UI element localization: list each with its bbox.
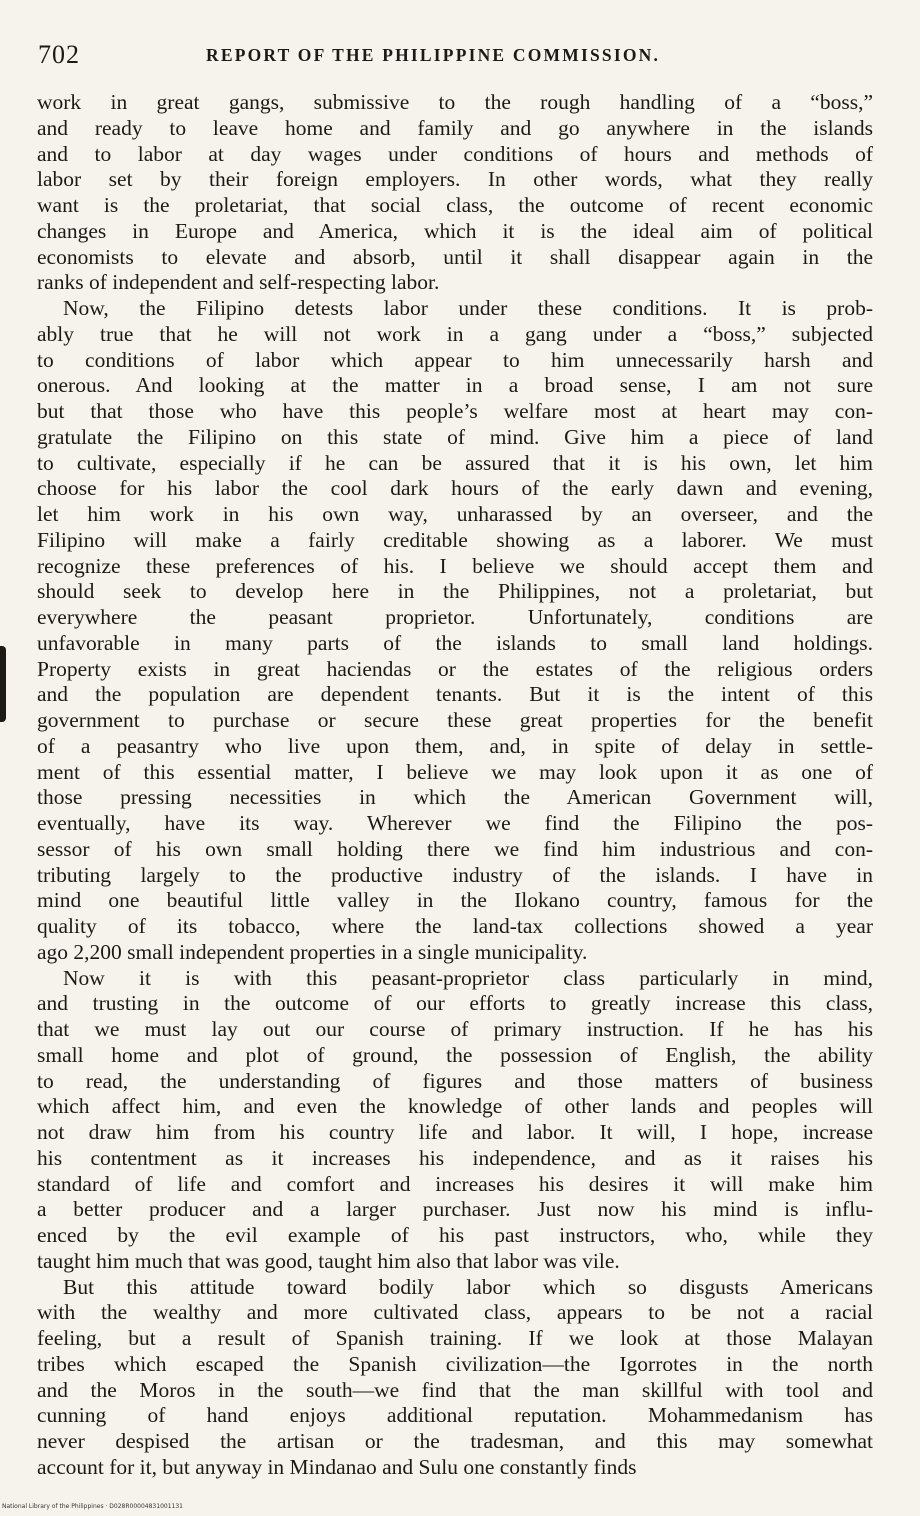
text-line: and ready to leave home and family and go anywhere in the islands xyxy=(37,115,873,140)
paragraph xyxy=(37,1275,873,1481)
text-line: economists to elevate and absorb, until it shall disappear again in the xyxy=(37,244,873,269)
text-line: a better producer and a larger purchaser. Just now his mind is influ- xyxy=(37,1197,873,1222)
text-line: small home and plot of ground, the possession of English, the ability xyxy=(37,1042,873,1067)
text-line: labor set by their foreign employers. In other words, what they really xyxy=(37,167,873,192)
text-line: and to labor at day wages under conditions of hours and methods of xyxy=(37,141,873,166)
text-line: ago 2,200 small independent properties in a single municipality. xyxy=(37,939,588,964)
text-line: let him work in his own way, unharassed by an overseer, and the xyxy=(37,502,873,526)
text-line: those pressing necessities in which the American Government will, xyxy=(37,785,873,810)
text-line: tributing largely to the productive industry of the islands. I have in xyxy=(37,862,873,887)
text-line: Filipino will make a fairly creditable showing as a laborer. We must xyxy=(37,527,873,552)
text-line: taught him much that was good, taught him also that labor was vile. xyxy=(37,1248,620,1273)
text-line: but that those who have this people’s welfare most at heart may con- xyxy=(37,399,873,423)
text-line: enced by the evil example of his past instructors, who, while they xyxy=(37,1223,873,1247)
text-line: and the population are dependent tenants. But it is the intent of this xyxy=(37,682,873,707)
text-line: sessor of his own small holding there we find him industrious and con- xyxy=(37,836,873,861)
text-line: Now it is with this peasant-proprietor class particularly in mind, xyxy=(63,965,873,990)
text-line: tribes which escaped the Spanish civilization—the Igorrotes in the north xyxy=(37,1351,873,1376)
text-line: of a peasantry who live upon them, and, in spite of delay in settle- xyxy=(37,733,873,758)
text-line: work in great gangs, submissive to the rough handling of a “boss,” xyxy=(37,90,873,114)
text-line: ranks of independent and self-respecting labor. xyxy=(37,270,440,295)
text-line: that we must lay out our course of primary instruction. If he has his xyxy=(37,1017,873,1041)
text-line: account for it, but anyway in Mindanao and Sulu one constantly finds xyxy=(37,1454,637,1479)
text-line: ably true that he will not work in a gang under a “boss,” subjected xyxy=(37,321,873,346)
scan-binding-mark xyxy=(0,646,6,722)
text-line: Now, the Filipino detests labor under these conditions. It is prob- xyxy=(63,296,873,320)
paragraph xyxy=(37,90,873,296)
text-line: not draw him from his country life and labor. It will, I hope, increase xyxy=(37,1120,873,1144)
text-line: want is the proletariat, that social class, the outcome of recent economic xyxy=(37,193,873,217)
running-title: REPORT OF THE PHILIPPINE COMMISSION. xyxy=(206,45,661,65)
text-line: should seek to develop here in the Philippines, not a proletariat, but xyxy=(37,579,873,604)
scan-credit: National Library of the Philippines · D028R00004831001131 xyxy=(2,1503,183,1510)
text-line: to read, the understanding of figures and those matters of business xyxy=(37,1068,873,1093)
text-line: unfavorable in many parts of the islands to small land holdings. xyxy=(37,630,873,655)
text-line: with the wealthy and more cultivated class, appears to be not a racial xyxy=(37,1300,873,1325)
text-line: recognize these preferences of his. I believe we should accept them and xyxy=(37,553,873,578)
text-line: which affect him, and even the knowledge of other lands and peoples will xyxy=(37,1094,873,1119)
text-line: government to purchase or secure these great properties for the benefit xyxy=(37,708,873,732)
text-line: eventually, have its way. Wherever we find the Filipino the pos- xyxy=(37,811,873,835)
text-line: to conditions of labor which appear to him unnecessarily harsh and xyxy=(37,347,873,372)
text-line: never despised the artisan or the tradesman, and this may somewhat xyxy=(37,1429,873,1453)
text-line: ment of this essential matter, I believe we may look upon it as one of xyxy=(37,759,873,784)
text-line: to cultivate, especially if he can be assured that it is his own, let him xyxy=(37,450,873,475)
paragraph xyxy=(37,966,873,1275)
text-line: and trusting in the outcome of our efforts to greatly increase this class, xyxy=(37,991,873,1016)
text-line: his contentment as it increases his independence, and as it raises his xyxy=(37,1145,873,1170)
text-line: choose for his labor the cool dark hours of the early dawn and evening, xyxy=(37,476,873,501)
text-line: everywhere the peasant proprietor. Unfortunately, conditions are xyxy=(37,605,873,629)
page-number: 702 xyxy=(38,40,80,69)
text-line: and the Moros in the south—we find that the man skillful with tool and xyxy=(37,1377,873,1402)
paragraph xyxy=(37,296,873,966)
text-line: onerous. And looking at the matter in a broad sense, I am not sure xyxy=(37,373,873,398)
text-line: cunning of hand enjoys additional reputation. Mohammedanism has xyxy=(37,1403,873,1428)
text-line: But this attitude toward bodily labor which so disgusts Americans xyxy=(63,1274,873,1299)
text-line: changes in Europe and America, which it is the ideal aim of political xyxy=(37,218,873,243)
text-line: Property exists in great haciendas or the estates of the religious orders xyxy=(37,656,873,681)
text-line: quality of its tobacco, where the land-tax collections showed a year xyxy=(37,914,873,938)
text-line: mind one beautiful little valley in the Ilokano country, famous for the xyxy=(37,888,873,913)
text-line: gratulate the Filipino on this state of mind. Give him a piece of land xyxy=(37,424,873,449)
text-line: standard of life and comfort and increases his desires it will make him xyxy=(37,1171,873,1196)
text-line: feeling, but a result of Spanish training. If we look at those Malayan xyxy=(37,1326,873,1350)
running-head xyxy=(38,40,878,80)
body-text xyxy=(37,90,873,1481)
